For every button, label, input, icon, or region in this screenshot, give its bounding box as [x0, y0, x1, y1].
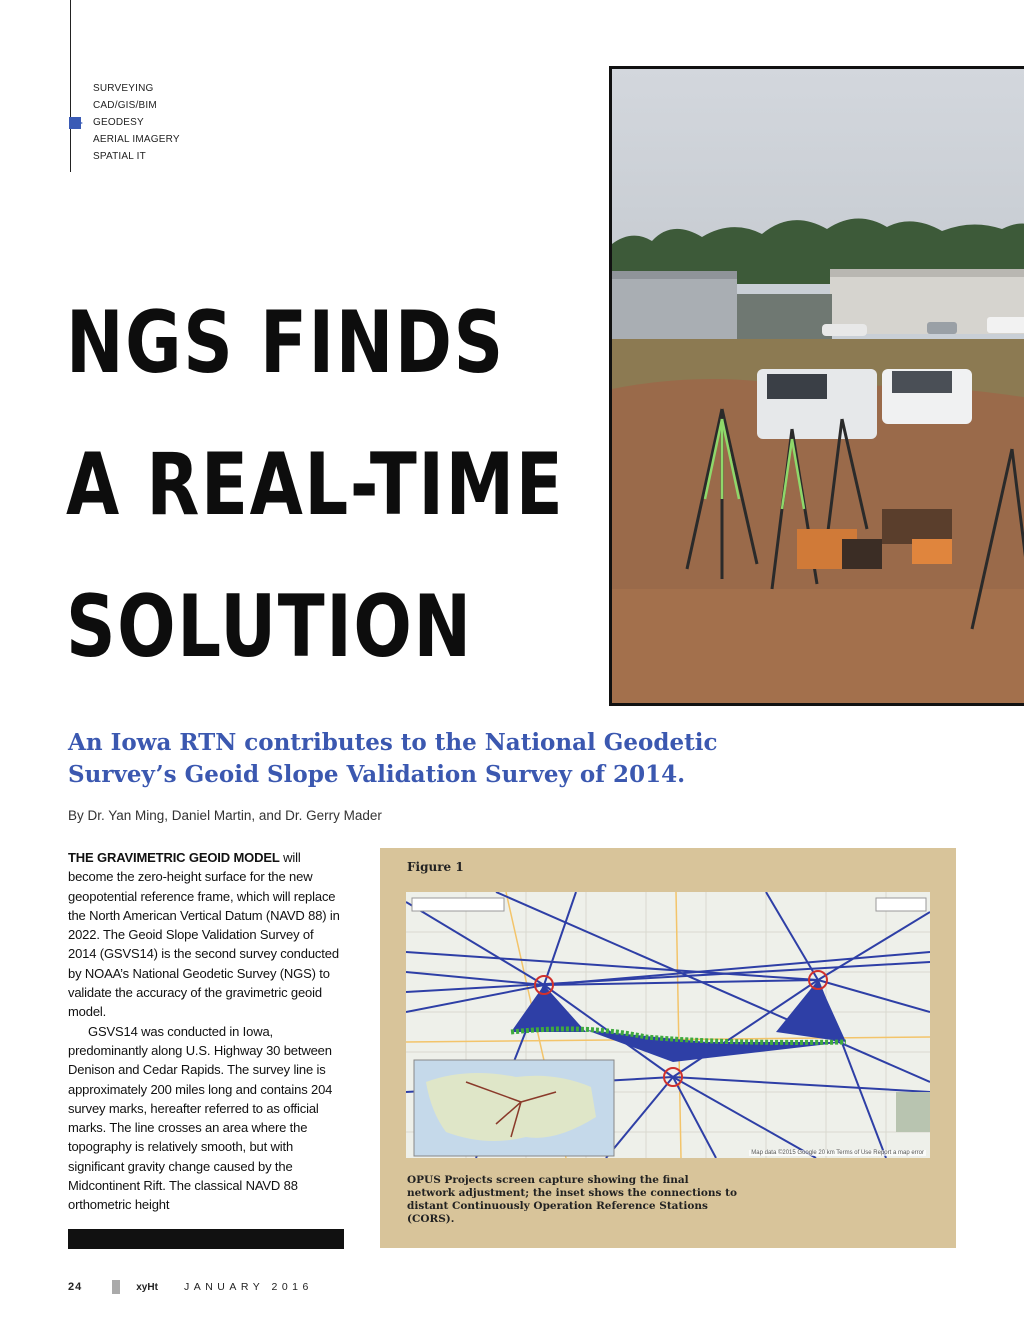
issue-date: JANUARY 2016 [183, 1281, 313, 1293]
nav-item-surveying[interactable]: SURVEYING [93, 83, 154, 94]
figure-1 [380, 848, 956, 1248]
article-deck [68, 727, 788, 791]
field-survey-photo [612, 69, 1024, 706]
hero-photo [609, 66, 1024, 706]
network-map [406, 892, 930, 1158]
section-nav [93, 80, 180, 165]
deck-line-2: Survey’s Geoid Slope Validation Survey of 2014. [68, 761, 686, 788]
network-map-graphic [406, 892, 930, 1158]
page-number: 24 [68, 1281, 83, 1293]
nav-item-spatial-it[interactable]: SPATIAL IT [93, 151, 146, 162]
headline-line-3: SOLUTION [66, 577, 473, 677]
nav-item-cad-gis-bim[interactable]: CAD/GIS/BIM [93, 100, 157, 111]
section-divider-rule [70, 0, 71, 172]
byline: By Dr. Yan Ming, Daniel Martin, and Dr. Gerry Mader [68, 808, 382, 823]
page-footer [68, 1280, 313, 1294]
nav-item-geodesy[interactable]: GEODESY [93, 114, 180, 131]
article-body [68, 848, 340, 1215]
body-paragraph-1 [68, 848, 340, 1022]
body-paragraph-2: GSVS14 was conducted in Iowa, predominantly along U.S. Highway 30 between Denison and Cedar Rapids. The survey line is approximately 200 miles long and contains 204 survey marks, hereafter referred to as official marks. The line crosses an area where the topography is relatively smooth, but with significant gravity change caused by the Midcontinent Rift. The classical NAVD 88 orthometric height [68, 1023, 333, 1213]
column-end-bar [68, 1229, 344, 1249]
body-paragraph-1-text: will become the zero-height surface for the new geopotential reference frame, which will replace the North American Vertical Datum (NAVD 88) in 2022. The Geoid Slope Validation Survey of 2014 (GSVS14) is the second survey conducted by NOAA’s National Geodetic Survey (NGS) to validate the accuracy of the gravimetric geoid model. [68, 850, 340, 1020]
magazine-name: xyHt [136, 1281, 158, 1293]
map-attribution: Map data ©2015 Google 20 km Terms of Use Report a map error [751, 1150, 924, 1156]
figure-caption: OPUS Projects screen capture showing the final network adjustment; the inset shows the connections to distant Continuously Operation Reference Stations (CORS). [407, 1174, 737, 1225]
figure-label: Figure 1 [407, 860, 464, 874]
article-headline [66, 272, 565, 698]
headline-line-1: NGS FINDS [66, 293, 505, 393]
deck-line-1: An Iowa RTN contributes to the National Geodetic [68, 729, 718, 756]
footer-tab [112, 1280, 120, 1294]
nav-item-aerial-imagery[interactable]: AERIAL IMAGERY [93, 134, 180, 145]
lead-in: THE GRAVIMETRIC GEOID MODEL [68, 850, 280, 865]
headline-line-2: A REAL-TIME [66, 435, 565, 535]
